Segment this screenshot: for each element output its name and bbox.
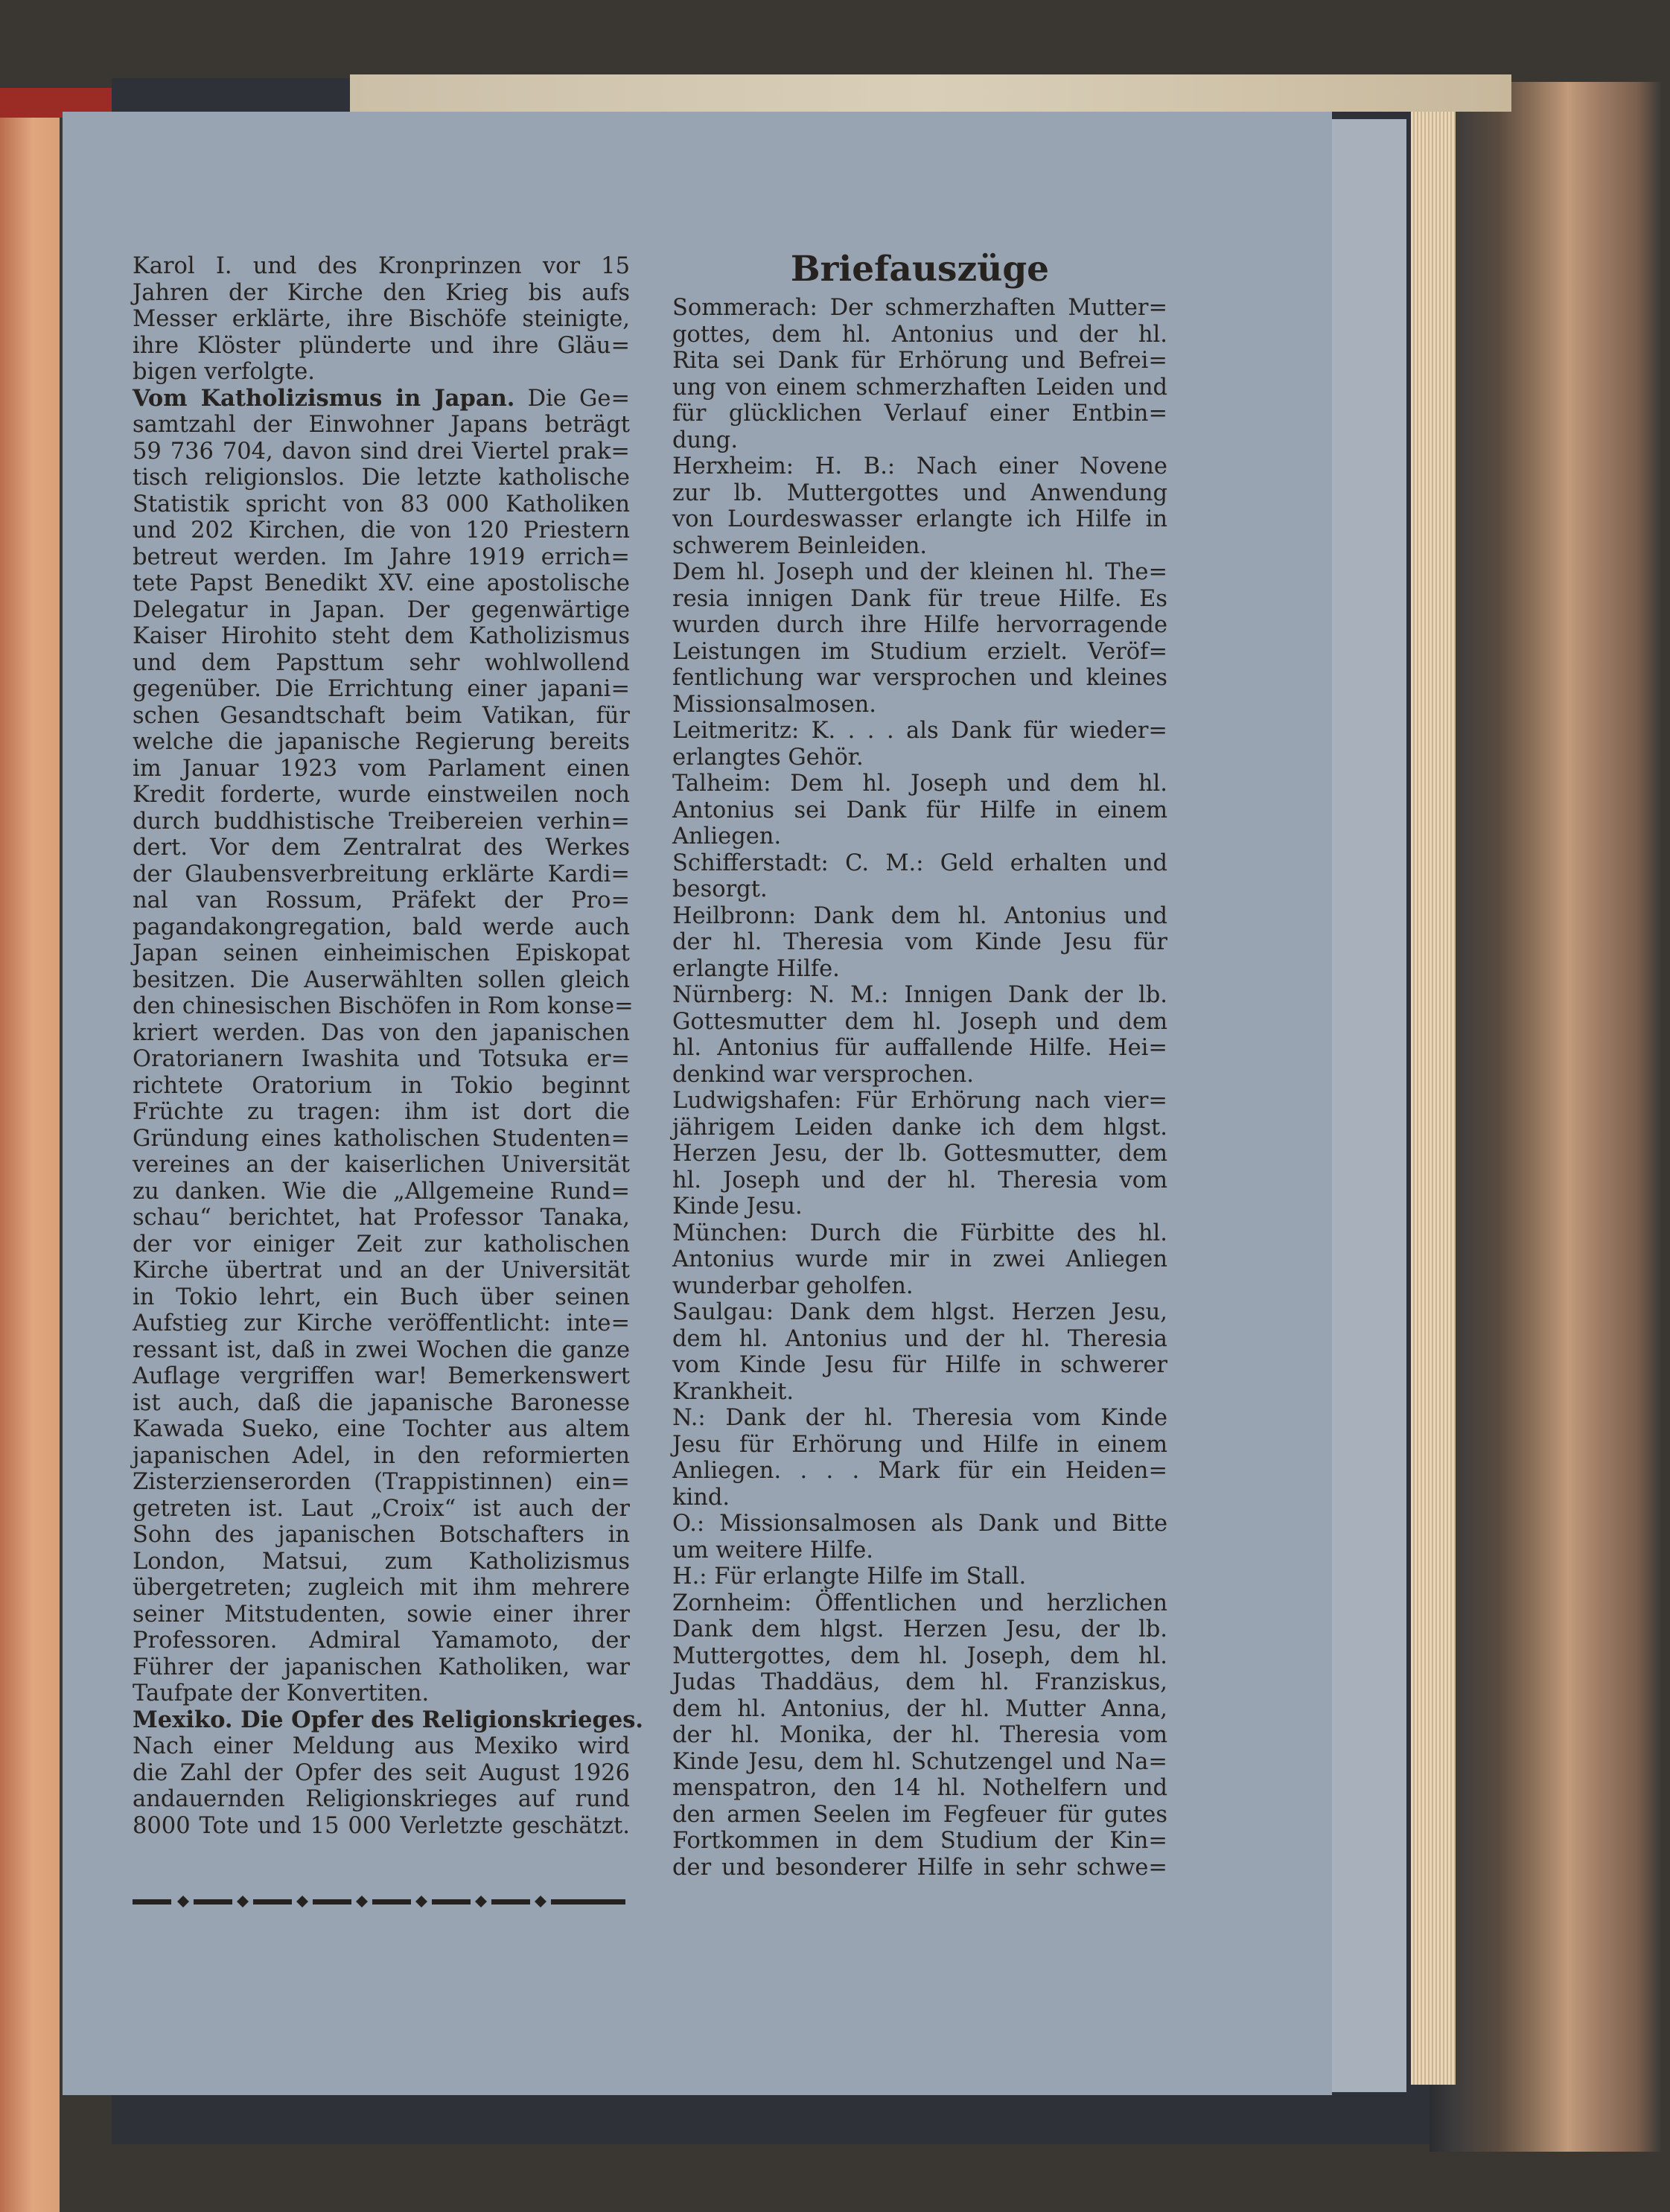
text-line: übergetreten; zugleich mit ihm mehrere — [133, 1575, 630, 1601]
text-line: samtzahl der Einwohner Japans beträgt — [133, 412, 630, 438]
text-line: betreut werden. Im Jahre 1919 errich= — [133, 544, 630, 570]
text-line: ihre Klöster plünderte und ihre Gläu= — [133, 332, 630, 359]
text-line: H.: Für erlangte Hilfe im Stall. — [672, 1564, 1027, 1590]
text-line: Anliegen. — [672, 823, 782, 850]
text-line: Zisterzienserorden (Trappistinnen) ein= — [133, 1469, 630, 1495]
text-line: zu danken. Wie die „Allgemeine Rund= — [133, 1178, 630, 1205]
text-line: Antonius sei Dank für Hilfe in einem — [672, 797, 1167, 823]
text-line: Krankheit. — [672, 1378, 794, 1405]
text-line: Sohn des japanischen Botschafters in — [133, 1522, 630, 1548]
text-line: gottes, dem hl. Antonius und der hl. — [672, 321, 1167, 348]
text-line: Messer erklärte, ihre Bischöfe steinigte, — [133, 306, 630, 332]
text-line: zur lb. Muttergottes und Anwendung — [672, 479, 1167, 506]
text-line: Herzen Jesu, der lb. Gottesmutter, dem — [672, 1141, 1167, 1167]
text-line: wurden durch ihre Hilfe hervorragende — [672, 612, 1167, 638]
text-line: vom Kinde Jesu für Hilfe in schwerer — [672, 1352, 1167, 1378]
text-line: Leistungen im Studium erzielt. Veröf= — [672, 638, 1167, 665]
text-line: welche die japanische Regierung bereits — [133, 729, 630, 755]
text-line: andauernden Religionskrieges auf rund — [133, 1786, 630, 1812]
text-line: Kinde Jesu. — [672, 1193, 803, 1220]
text-line: 59 736 704, davon sind drei Viertel prak= — [133, 438, 630, 465]
text-line: Delegatur in Japan. Der gegenwärtige — [133, 596, 630, 623]
text-line: in Tokio lehrt, ein Buch über seinen — [133, 1284, 630, 1310]
text-line: Ludwigshafen: Für Erhörung nach vier= — [672, 1088, 1167, 1114]
line-text: Die Ge= — [514, 385, 631, 412]
text-line: die Zahl der Opfer des seit August 1926 — [133, 1759, 630, 1786]
text-line: Nach einer Meldung aus Mexiko wird — [133, 1733, 630, 1759]
text-line: Auflage vergriffen war! Bemerkenswert — [133, 1363, 630, 1389]
text-line: ung von einem schmerzhaften Leiden und — [672, 374, 1167, 401]
text-line: wunderbar geholfen. — [672, 1272, 914, 1299]
text-line: London, Matsui, zum Katholizismus — [133, 1548, 630, 1575]
text-line: Saulgau: Dank dem hlgst. Herzen Jesu, — [672, 1299, 1167, 1325]
left-column-text — [133, 253, 644, 1839]
text-line: Muttergottes, dem hl. Joseph, dem hl. — [672, 1642, 1167, 1669]
text-line: Rita sei Dank für Erhörung und Befrei= — [672, 348, 1167, 374]
text-line: den armen Seelen im Fegfeuer für gutes — [672, 1801, 1167, 1828]
bold-lead-in: Vom Katholizismus in Japan. — [133, 384, 515, 412]
text-line: Dank dem hlgst. Herzen Jesu, der lb. — [672, 1616, 1167, 1642]
ornamental-rule — [133, 1893, 625, 1910]
text-line: um weitere Hilfe. — [672, 1537, 873, 1564]
text-line: Gottesmutter dem hl. Joseph und dem — [672, 1008, 1167, 1035]
text-line: Jahren der Kirche den Krieg bis aufs — [133, 279, 630, 306]
text-line: schau“ berichtet, hat Professor Tanaka, — [133, 1205, 630, 1231]
text-line: Anliegen. . . . Mark für ein Heiden= — [672, 1458, 1167, 1484]
text-line: besitzen. Die Auserwählten sollen gleich — [133, 966, 630, 993]
text-line: Kirche übertrat und an der Universität — [133, 1258, 630, 1284]
text-line: dem hl. Antonius und der hl. Theresia — [672, 1325, 1167, 1352]
text-line: Kredit forderte, wurde einstweilen noch — [133, 782, 630, 808]
text-line: der Glaubensverbreitung erklärte Kardi= — [133, 861, 630, 887]
page-rim — [1332, 119, 1406, 2092]
top-page-edges — [350, 74, 1511, 112]
text-line: Nürnberg: N. M.: Innigen Dank der lb. — [672, 982, 1167, 1008]
page-block-edge — [1411, 112, 1456, 2085]
text-line: Heilbronn: Dank dem hl. Antonius und — [672, 902, 1167, 929]
text-line: Kinde Jesu, dem hl. Schutzengel und Na= — [672, 1748, 1167, 1775]
text-line: hl. Joseph und der hl. Theresia vom — [672, 1167, 1167, 1193]
text-line: kind. — [672, 1484, 730, 1511]
text-line: Leitmeritz: K. . . . als Dank für wieder= — [672, 718, 1167, 744]
text-line: und dem Papsttum sehr wohlwollend — [133, 649, 630, 676]
text-line: O.: Missionsalmosen als Dank und Bitte — [672, 1511, 1167, 1537]
text-line: Professoren. Admiral Yamamoto, der — [133, 1628, 630, 1654]
text-line: Talheim: Dem hl. Joseph und dem hl. — [672, 771, 1167, 797]
text-line: menspatron, den 14 hl. Nothelfern und — [672, 1775, 1167, 1801]
text-line: nal van Rossum, Präfekt der Pro= — [133, 887, 630, 914]
text-line: Dem hl. Joseph und der kleinen hl. The= — [672, 559, 1167, 585]
text-line: dung. — [672, 427, 739, 453]
text-line: richtete Oratorium in Tokio beginnt — [133, 1072, 630, 1099]
text-line: im Januar 1923 vom Parlament einen — [133, 755, 630, 782]
text-line: resia innigen Dank für treue Hilfe. Es — [672, 585, 1167, 612]
text-line: Früchte zu tragen: ihm ist dort die — [133, 1099, 630, 1125]
text-line: der vor einiger Zeit zur katholischen — [133, 1231, 630, 1258]
text-line: Judas Thaddäus, dem hl. Franziskus, — [672, 1669, 1167, 1695]
text-line: Gründung eines katholischen Studenten= — [133, 1125, 630, 1152]
text-line: Schifferstadt: C. M.: Geld erhalten und — [672, 850, 1167, 876]
text-line: japanischen Adel, in den reformierten — [133, 1442, 630, 1469]
text-line: denkind war versprochen. — [672, 1061, 974, 1088]
text-line: vereines an der kaiserlichen Universität — [133, 1152, 630, 1178]
section-heading: Briefauszüge — [790, 249, 1050, 290]
text-line: pagandakongregation, bald werde auch — [133, 914, 630, 940]
text-line: seiner Mitstudenten, sowie einer ihrer — [133, 1601, 630, 1628]
text-line: kriert werden. Das von den japanischen — [133, 1019, 630, 1046]
text-line: Kawada Sueko, eine Tochter aus altem — [133, 1416, 630, 1442]
text-line: der hl. Theresia vom Kinde Jesu für — [672, 929, 1167, 955]
text-line: 8000 Tote und 15 000 Verletzte geschätzt. — [133, 1812, 630, 1839]
text-line: Oratorianern Iwashita und Totsuka er= — [133, 1046, 630, 1072]
text-line: Fortkommen in dem Studium der Kin= — [672, 1828, 1167, 1854]
text-line: schen Gesandtschaft beim Vatikan, für — [133, 702, 630, 729]
text-line: Taufpate der Konvertiten. — [133, 1680, 430, 1706]
text-line: München: Durch die Fürbitte des hl. — [672, 1220, 1167, 1246]
text-line: dert. Vor dem Zentralrat des Werkes — [133, 835, 630, 861]
text-line: und 202 Kirchen, die von 120 Priestern — [133, 517, 630, 544]
text-line: den chinesischen Bischöfen in Rom konse= — [133, 993, 634, 1019]
text-line: Jesu für Erhörung und Hilfe in einem — [672, 1431, 1167, 1458]
text-line — [133, 1706, 644, 1734]
right-column-text — [672, 295, 1167, 1881]
text-line: N.: Dank der hl. Theresia vom Kinde — [672, 1405, 1167, 1431]
text-line: von Lourdeswasser erlangte ich Hilfe in — [672, 506, 1167, 532]
text-line: der und besonderer Hilfe in sehr schwe= — [672, 1854, 1167, 1881]
text-line — [133, 386, 630, 412]
text-line: Antonius wurde mir in zwei Anliegen — [672, 1246, 1167, 1272]
text-line: Zornheim: Öffentlichen und herzlichen — [672, 1590, 1167, 1616]
text-line: Aufstieg zur Kirche veröffentlicht: inte= — [133, 1310, 630, 1336]
right-column — [672, 246, 1167, 1881]
text-line: fentlichung war versprochen und kleines — [672, 665, 1167, 691]
text-line: der hl. Monika, der hl. Theresia vom — [672, 1722, 1167, 1748]
text-line: Missionsalmosen. — [672, 691, 876, 718]
text-line: für glücklichen Verlauf einer Entbin= — [672, 401, 1167, 427]
text-line: dem hl. Antonius, der hl. Mutter Anna, — [672, 1695, 1167, 1722]
bold-lead-in: Mexiko. Die Opfer des Religionskrieges. — [133, 1706, 644, 1733]
text-line: Führer der japanischen Katholiken, war — [133, 1654, 630, 1680]
facing-page-edge — [0, 112, 60, 2212]
text-line: schwerem Beinleiden. — [672, 532, 928, 559]
text-line: Japan seinen einheimischen Episkopat — [133, 940, 630, 966]
marbled-cover-edge — [1430, 82, 1660, 2152]
text-line: durch buddhistische Treibereien verhin= — [133, 808, 630, 835]
text-line: Herxheim: H. B.: Nach einer Novene — [672, 453, 1167, 479]
text-line: gegenüber. Die Errichtung einer japani= — [133, 676, 630, 702]
text-line: besorgt. — [672, 876, 768, 902]
text-line: Karol I. und des Kronprinzen vor 15 — [133, 253, 630, 279]
text-line: jährigem Leiden danke ich dem hlgst. — [672, 1114, 1167, 1141]
text-line: Statistik spricht von 83 000 Katholiken — [133, 491, 630, 517]
text-line: getreten ist. Laut „Croix“ ist auch der — [133, 1495, 630, 1522]
text-line: tisch religionslos. Die letzte katholische — [133, 465, 630, 491]
text-line: erlangte Hilfe. — [672, 955, 840, 982]
text-line: ressant ist, daß in zwei Wochen die ganze — [133, 1336, 630, 1363]
text-line: hl. Antonius für auffallende Hilfe. Hei= — [672, 1035, 1167, 1061]
text-line: bigen verfolgte. — [133, 359, 315, 385]
text-line: ist auch, daß die japanische Baronesse — [133, 1389, 630, 1416]
text-line: Kaiser Hirohito steht dem Katholizismus — [133, 623, 630, 649]
text-line: Sommerach: Der schmerzhaften Mutter= — [672, 295, 1167, 321]
text-line: erlangtes Gehör. — [672, 744, 864, 771]
text-line: tete Papst Benedikt XV. eine apostolische — [133, 570, 630, 596]
